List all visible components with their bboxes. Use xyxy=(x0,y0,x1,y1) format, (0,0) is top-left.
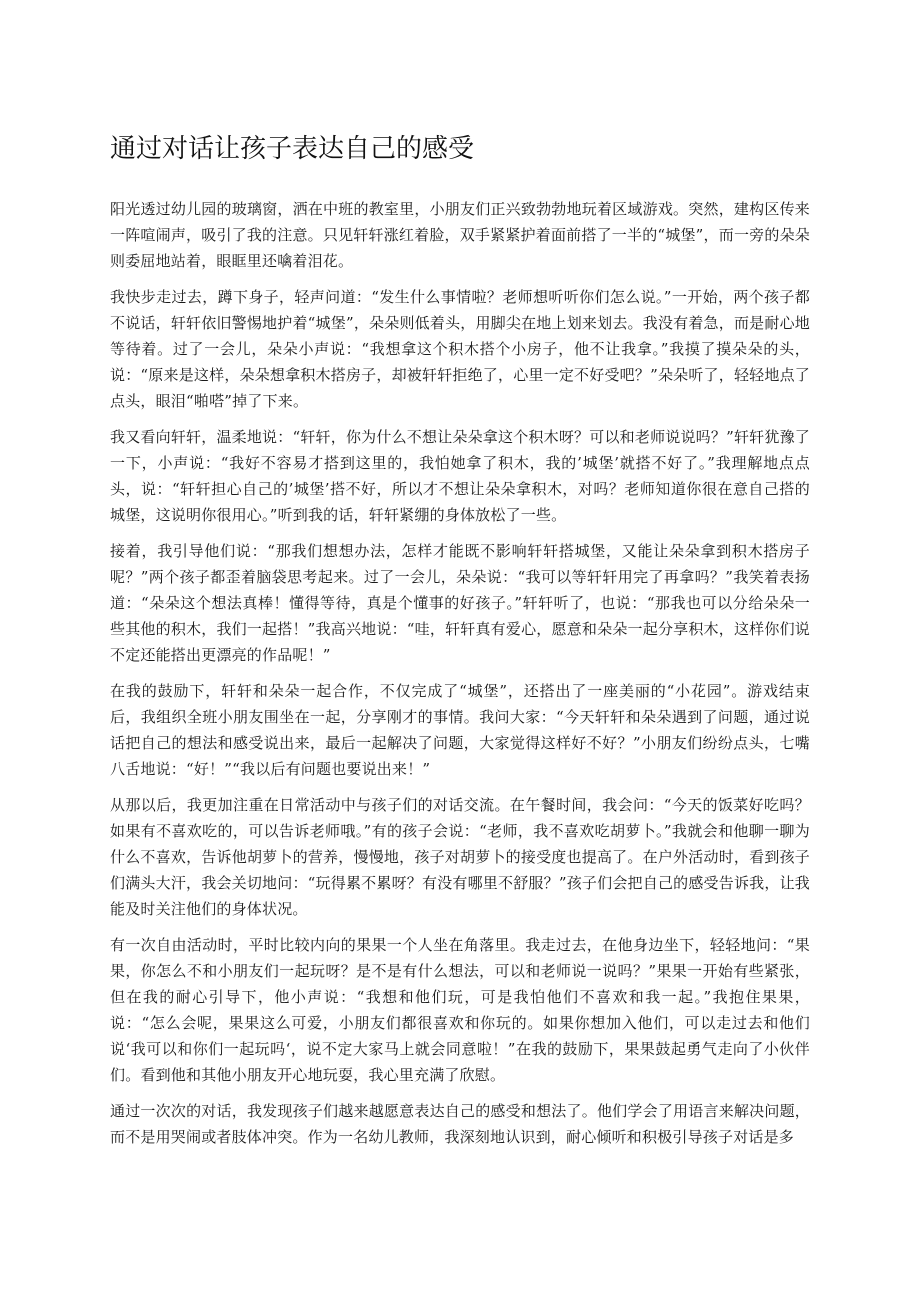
paragraph-8: 通过一次次的对话，我发现孩子们越来越愿意表达自己的感受和想法了。他们学会了用语言来解决问题，而不是用哭闹或者肢体冲突。作为一名幼儿教师，我深刻地认识到，耐心倾听和积极引导孩子对话是多 xyxy=(110,1102,810,1146)
paragraph-4: 接着，我引导他们说：“那我们想想办法，怎样才能既不影响轩轩搭城堡，又能让朵朵拿到积木搭房子呢？”两个孩子都歪着脑袋思考起来。过了一会儿，朵朵说：“我可以等轩轩用完了再拿吗？”我笑着表扬道：“朵朵这个想法真棒！懂得等待，真是个懂事的好孩子。”轩轩听了，也说：“那我也可以分给朵朵一些其他的积木，我们一起搭！”我高兴地说：“哇，轩轩真有爱心，愿意和朵朵一起分享积木，这样你们说不定还能搭出更漂亮的作品呢！” xyxy=(110,542,810,664)
paragraph-7: 有一次自由活动时，平时比较内向的果果一个人坐在角落里。我走过去，在他身边坐下，轻轻地问：“果果，你怎么不和小朋友们一起玩呀？是不是有什么想法，可以和老师说一说吗？”果果一开始有些紧张，但在我的耐心引导下，他小声说：“我想和他们玩，可是我怕他们不喜欢和我一起。”我抱住果果，说：“怎么会呢，果果这么可爱，小朋友们都很喜欢和你玩的。如果你想加入他们，可以走过去和他们说‘我可以和你们一起玩吗‘，说不定大家马上就会同意啦！”在我的鼓励下，果果鼓起勇气走向了小伙伴们。看到他和其他小朋友开心地玩耍，我心里充满了欣慰。 xyxy=(110,936,810,1084)
document-page xyxy=(110,130,810,1160)
paragraph-6: 从那以后，我更加注重在日常活动中与孩子们的对话交流。在午餐时间，我会问：“今天的饭菜好吃吗？如果有不喜欢吃的，可以告诉老师哦。”有的孩子会说：“老师，我不喜欢吃胡萝卜。”我就会和他聊一聊为什么不喜欢，告诉他胡萝卜的营养，慢慢地，孩子对胡萝卜的接受度也提高了。在户外活动时，看到孩子们满头大汗，我会关切地问：“玩得累不累呀？有没有哪里不舒服？”孩子们会把自己的感受告诉我，让我能及时关注他们的身体状况。 xyxy=(110,796,810,918)
paragraph-1: 阳光透过幼儿园的玻璃窗，洒在中班的教室里，小朋友们正兴致勃勃地玩着区域游戏。突然，建构区传来一阵喧闹声，吸引了我的注意。只见轩轩涨红着脸，双手紧紧护着面前搭了一半的“城堡”，而一旁的朵朵则委屈地站着，眼眶里还噙着泪花。 xyxy=(110,200,810,270)
document-title: 通过对话让孩子表达自己的感受 xyxy=(110,134,475,164)
paragraph-3: 我又看向轩轩，温柔地说：“轩轩，你为什么不想让朵朵拿这个积木呀？可以和老师说说吗？”轩轩犹豫了一下，小声说：“我好不容易才搭到这里的，我怕她拿了积木，我的’城堡’就搭不好了。”我理解地点点头，说：“轩轩担心自己的’城堡’搭不好，所以才不想让朵朵拿积木，对吗？老师知道你很在意自己搭的城堡，这说明你很用心。”听到我的话，轩轩紧绷的身体放松了一些。 xyxy=(110,428,810,524)
paragraph-2: 我快步走过去，蹲下身子，轻声问道：“发生什么事情啦？老师想听听你们怎么说。”一开始，两个孩子都不说话，轩轩依旧警惕地护着“城堡”，朵朵则低着头，用脚尖在地上划来划去。我没有着急，而是耐心地等待着。过了一会儿，朵朵小声说：“我想拿这个积木搭个小房子，他不让我拿。”我摸了摸朵朵的头，说：“原来是这样，朵朵想拿积木搭房子，却被轩轩拒绝了，心里一定不好受吧？”朵朵听了，轻轻地点了点头，眼泪“啪嗒”掉了下来。 xyxy=(110,288,810,410)
paragraph-5: 在我的鼓励下，轩轩和朵朵一起合作，不仅完成了“城堡”，还搭出了一座美丽的“小花园”。游戏结束后，我组织全班小朋友围坐在一起，分享刚才的事情。我问大家：“今天轩轩和朵朵遇到了问题，通过说话把自己的想法和感受说出来，最后一起解决了问题，大家觉得这样好不好？”小朋友们纷纷点头，七嘴八舌地说：“好！”“我以后有问题也要说出来！” xyxy=(110,682,810,778)
